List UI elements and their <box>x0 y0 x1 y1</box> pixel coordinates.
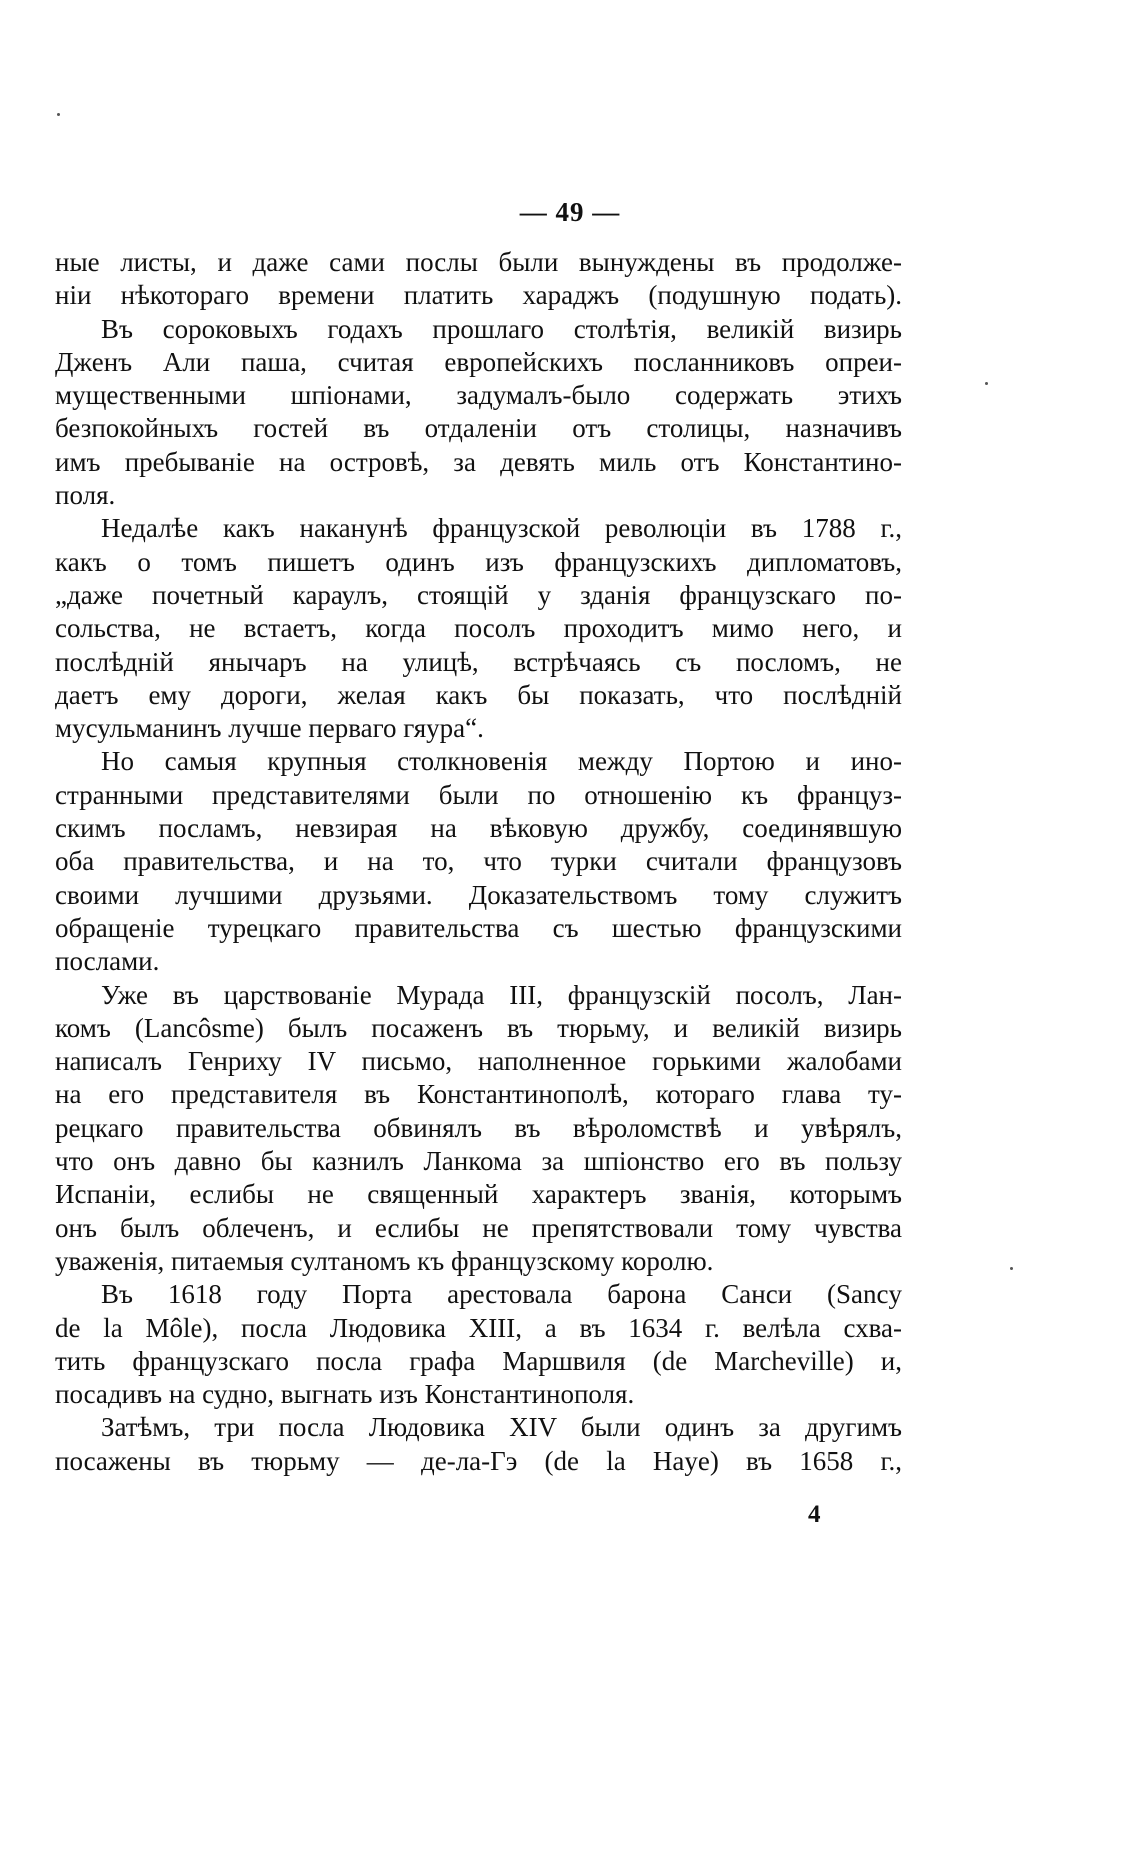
text-line: на его представителя въ Константинополѣ, котораго глава ту- <box>55 1079 902 1110</box>
text-line: имъ пребыванiе на островѣ, за девять миль отъ Константино- <box>55 446 902 477</box>
text-line: рецкаго правительства обвинялъ въ вѣроломствѣ и увѣрялъ, <box>55 1112 902 1143</box>
text-line: нiи нѣкотораго времени платить хараджъ (подушную подать). <box>55 280 902 311</box>
text-line: послами. <box>55 946 160 977</box>
body-text <box>55 246 902 1478</box>
text-line: посажены въ тюрьму — де-ла-Гэ (de la Haye) въ 1658 г., <box>55 1445 902 1476</box>
scan-speck <box>985 382 988 385</box>
page-number: — 49 — <box>519 197 621 227</box>
text-line: Затѣмъ, три посла Людовика XIV были одинъ за другимъ <box>101 1412 902 1443</box>
text-line: Уже въ царствованiе Мурада III, французскiй посолъ, Лан- <box>101 979 902 1010</box>
text-line: мущественными шпiонами, задумалъ-было содержать этихъ <box>55 380 902 411</box>
text-line: „даже почетный караулъ, стоящiй у зданiя французскаго по- <box>55 579 902 610</box>
text-line: Дженъ Али паша, считая европейскихъ посланниковъ опреи- <box>55 346 902 377</box>
text-line: своими лучшими друзьями. Доказательствомъ тому служитъ <box>55 879 902 910</box>
text-line: безпокойныхъ гостей въ отдаленiи отъ столицы, назначивъ <box>55 413 902 444</box>
text-line: комъ (Lancôsme) былъ посаженъ въ тюрьму, и великiй визирь <box>55 1012 902 1043</box>
text-line: ные листы, и даже сами послы были вынуждены въ продолже- <box>55 247 902 277</box>
scan-speck <box>1010 1267 1013 1270</box>
text-line: что онъ давно бы казнилъ Ланкома за шпiонство его въ пользу <box>55 1146 902 1177</box>
text-line: послѣднiй янычаръ на улицѣ, встрѣчаясь съ посломъ, не <box>55 646 902 677</box>
signature-mark: 4 <box>808 1501 821 1528</box>
text-line: de la Môle), посла Людовика XIII, а въ 1634 г. велѣла схва- <box>55 1312 902 1343</box>
text-line: Недалѣе какъ наканунѣ французской революцiи въ 1788 г., <box>101 513 902 544</box>
text-line: уваженiя, питаемыя султаномъ къ французскому королю. <box>55 1245 714 1276</box>
text-line: тить французскаго посла графа Маршвиля (de Marcheville) и, <box>55 1345 902 1376</box>
text-line: мусульманинъ лучше перваго гяура“. <box>55 713 484 744</box>
text-line: скимъ посламъ, невзирая на вѣковую дружбу, соединявшую <box>55 813 902 844</box>
text-line: сольства, не встаетъ, когда посолъ проходитъ мимо него, и <box>55 613 902 644</box>
text-line: даетъ ему дороги, желая какъ бы показать, что послѣднiй <box>55 679 902 710</box>
text-line: Испанiи, еслибы не священный характеръ званiя, которымъ <box>55 1179 902 1210</box>
text-line: Въ сороковыхъ годахъ прошлаго столѣтiя, великiй визирь <box>101 313 902 344</box>
text-line: обращенiе турецкаго правительства съ шестью французскими <box>55 912 902 943</box>
text-line: Въ 1618 году Порта арестовала барона Санси (Sancy <box>101 1279 902 1310</box>
text-line: оба правительства, и на то, что турки считали французовъ <box>55 846 902 877</box>
text-line: странными представителями были по отношенiю къ француз- <box>55 779 902 810</box>
text-line: написалъ Генриху IV письмо, наполненное горькими жалобами <box>55 1046 902 1077</box>
scan-speck <box>57 113 60 116</box>
text-line: какъ о томъ пишетъ одинъ изъ французскихъ дипломатовъ, <box>55 546 902 577</box>
text-line: поля. <box>55 480 116 511</box>
text-line: посадивъ на судно, выгнать изъ Константинополя. <box>55 1379 635 1410</box>
text-line: онъ былъ облеченъ, и еслибы не препятствовали тому чувства <box>55 1212 902 1243</box>
text-line: Но самыя крупныя столкновенiя между Портою и ино- <box>101 746 902 777</box>
